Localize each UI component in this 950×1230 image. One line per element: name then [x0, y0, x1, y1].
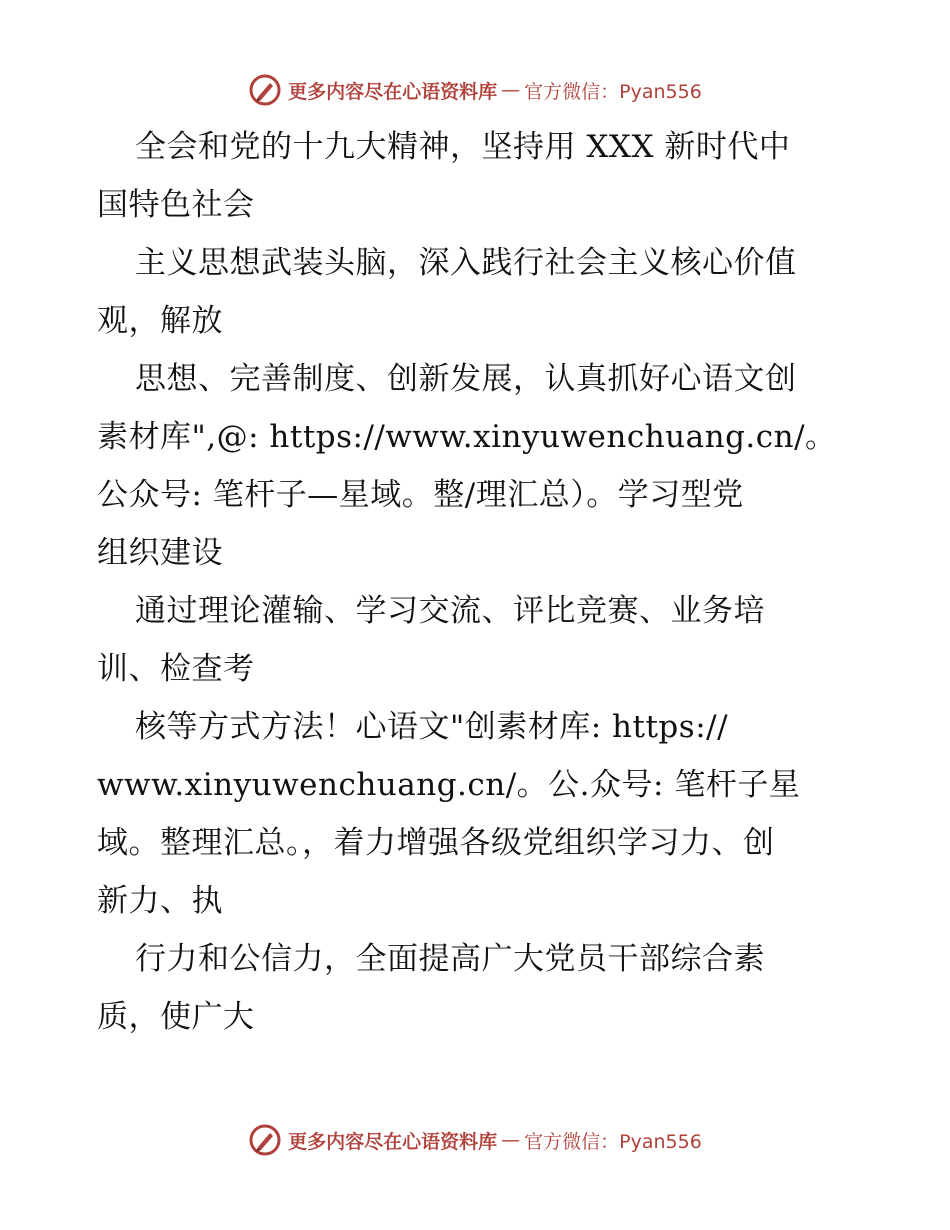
pen-logo-icon — [248, 1123, 282, 1157]
text-line: www.xinyuwenchuang.cn/。公.众号: 笔杆子星 — [97, 767, 801, 803]
footer-separator: — — [501, 1129, 521, 1151]
footer-contact-text: 官方微信：Pyan556 — [524, 1130, 702, 1153]
footer-promo-text: 更多内容尽在心语资料库 — [288, 1130, 498, 1153]
text-line: 组织建设 — [97, 535, 223, 571]
text-line: 观，解放 — [97, 303, 223, 339]
text-line: 质，使广大 — [97, 999, 255, 1035]
text-line: 域。整理汇总。，着力增强各级党组织学习力、创 — [97, 825, 775, 861]
text-line: 公众号: 笔杆子—星域。整/理汇总）。学习型党 — [97, 477, 744, 513]
header-contact-text: 官方微信：Pyan556 — [524, 80, 702, 103]
text-line: 核等方式方法！心语文"创素材库: https:// — [135, 709, 729, 745]
text-line: 思想、完善制度、创新发展，认真抓好心语文创 — [135, 361, 797, 397]
text-line: 行力和公信力，全面提高广大党员干部综合素 — [135, 941, 765, 977]
text-line: 新力、执 — [97, 883, 223, 919]
text-line: 训、检查考 — [97, 651, 255, 687]
text-line: 全会和党的十九大精神，坚持用 XXX 新时代中 — [135, 129, 791, 165]
header-separator: — — [501, 79, 521, 101]
text-line: 主义思想武装头脑，深入践行社会主义核心价值 — [135, 245, 797, 281]
text-line: 国特色社会 — [97, 187, 255, 223]
header-promo-text: 更多内容尽在心语资料库 — [288, 80, 498, 103]
text-line: 通过理论灌输、学习交流、评比竞赛、业务培 — [135, 593, 765, 629]
text-line: 素材库",@: https://www.xinyuwenchuang.cn/。 — [97, 419, 837, 455]
header-banner — [0, 70, 950, 110]
document-body — [97, 118, 857, 1046]
footer-banner — [0, 1120, 950, 1160]
pen-logo-icon — [248, 73, 282, 107]
